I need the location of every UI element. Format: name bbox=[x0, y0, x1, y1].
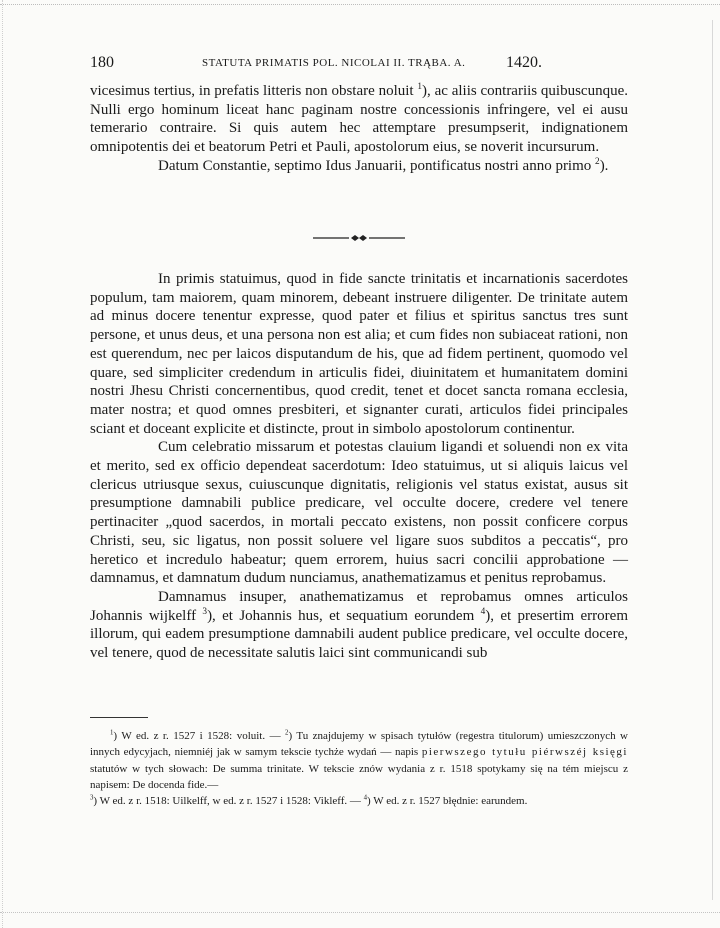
paragraph: Damnamus insuper, anathematizamus et reprobamus omnes articulos Johannis wijkelff $^3$), et Johannis hus, et sequatium eorundem $^4$), et presertim errorem illorum, qui eadem presumptione damnabili audent publice predicare, vel occulte docere, vel tenere, quod de necessitate salutis laici sint communicandi sub bbox=[90, 588, 628, 662]
page-edge-top bbox=[0, 4, 720, 5]
footnote: $^1$) W ed. z r. 1527 i 1528: voluit. — $^2$) Tu znajdujemy w spisach tytułów (regestra titulorum) umieszczonych w innych edycyjach, niemniéj jak w samym tekscie tychże wydań — napis pierwszego tytułu piérwszéj księgi statutów w tych słowach: De summa trinitate. W tekscie znów wydania z r. 1518 spotykamy się na tém miejscu z napisem: De docenda fide.— bbox=[90, 729, 628, 791]
page-header bbox=[90, 54, 628, 76]
footnote: $^3$) W ed. z r. 1518: Uilkelff, w ed. z r. 1527 i 1528: Vikleff. — $^4$) W ed. z r. 1527 błędnie: earundem. bbox=[90, 794, 528, 808]
paragraph: vicesimus tertius, in prefatis litteris non obstare noluit $^1$), ac aliis contrariis quibuscunque. Nulli ergo hominum liceat hanc paginam nostre concessionis infringere, vel ei ausu temerario contraire. Si quis autem hec attemptare presumpserit, indignationem omnipotentis dei et beatorum Petri et Pauli, apostolorum eius, se noverit incursurum. bbox=[90, 82, 628, 156]
page-edge-bottom bbox=[0, 912, 720, 913]
dating-clause: Datum Constantie, septimo Idus Januarii, pontificatus nostri anno primo $^2$). bbox=[158, 156, 609, 174]
footnote-rule bbox=[90, 717, 148, 718]
section-ornament bbox=[313, 232, 405, 244]
running-head: STATUTA PRIMATIS POL. NICOLAI II. TRĄBA. A. bbox=[202, 57, 466, 69]
page-edge-right bbox=[712, 20, 713, 900]
page-edge-left bbox=[2, 0, 3, 928]
footnotes bbox=[90, 728, 628, 809]
statute-text bbox=[90, 270, 628, 663]
page-number: 180 bbox=[90, 54, 114, 71]
footnote-ref: 4 bbox=[480, 606, 486, 617]
running-head-year: 1420. bbox=[506, 54, 542, 71]
paragraph: In primis statuimus, quod in fide sancte trinitatis et incarnationis sacerdotes populum, tam maiorem, quam minorem, debeant instruere diligenter. De trinitate autem ad minus docere tenentur expresse, quod pater et filius et spiritus sanctus tres sunt persone, et unus deus, et una persona non est alia; et cum fides non subiaceat rationi, non est querendum, nec per laicos disputandum de his, que ad fidem pertinent, quomodo vel quare, sed simpliciter credendum in articulis fidei, diuinitatem et humanitatem domini nostri Jhesu Christi concernentibus, quod credit, tenet et docet sancta romana ecclesia, mater nostra; et quod omnes presbiteri, et signanter curati, articulos fidei principales sciant et doceant explicite et distincte, prout in simbolo apostolorum continentur. bbox=[90, 271, 628, 437]
footnote-ref: 2 bbox=[595, 156, 600, 167]
charter-conclusion bbox=[90, 82, 628, 176]
paragraph: Cum celebratio missarum et potestas clauium ligandi et soluendi non ex vita et merito, sed ex officio dependeat sacerdotum: Ideo statuimus, ut si aliquis laicus vel clericus utriusque sexus, cuiuscunque dignitatis, religionis vel status existat, ausus sit presumptione damnabili publice predicare, vel occulte docere, credere vel tenere pertinaciter „quod sacerdos, in mortali peccato existens, non possit conficere corpus Christi, seu, sic ligatus, non possit soluere vel ligare suos subditos a peccatis“, pro heretico et incredulo habeatur; quem errorem, huius sacri concilii approbatione — damnamus, et damnatum dudum nunciamus, anathematizamus et penitus reprobamus. bbox=[90, 439, 628, 587]
footnote-ref: 1 bbox=[417, 82, 423, 92]
footnote-ref: 3 bbox=[202, 606, 208, 617]
